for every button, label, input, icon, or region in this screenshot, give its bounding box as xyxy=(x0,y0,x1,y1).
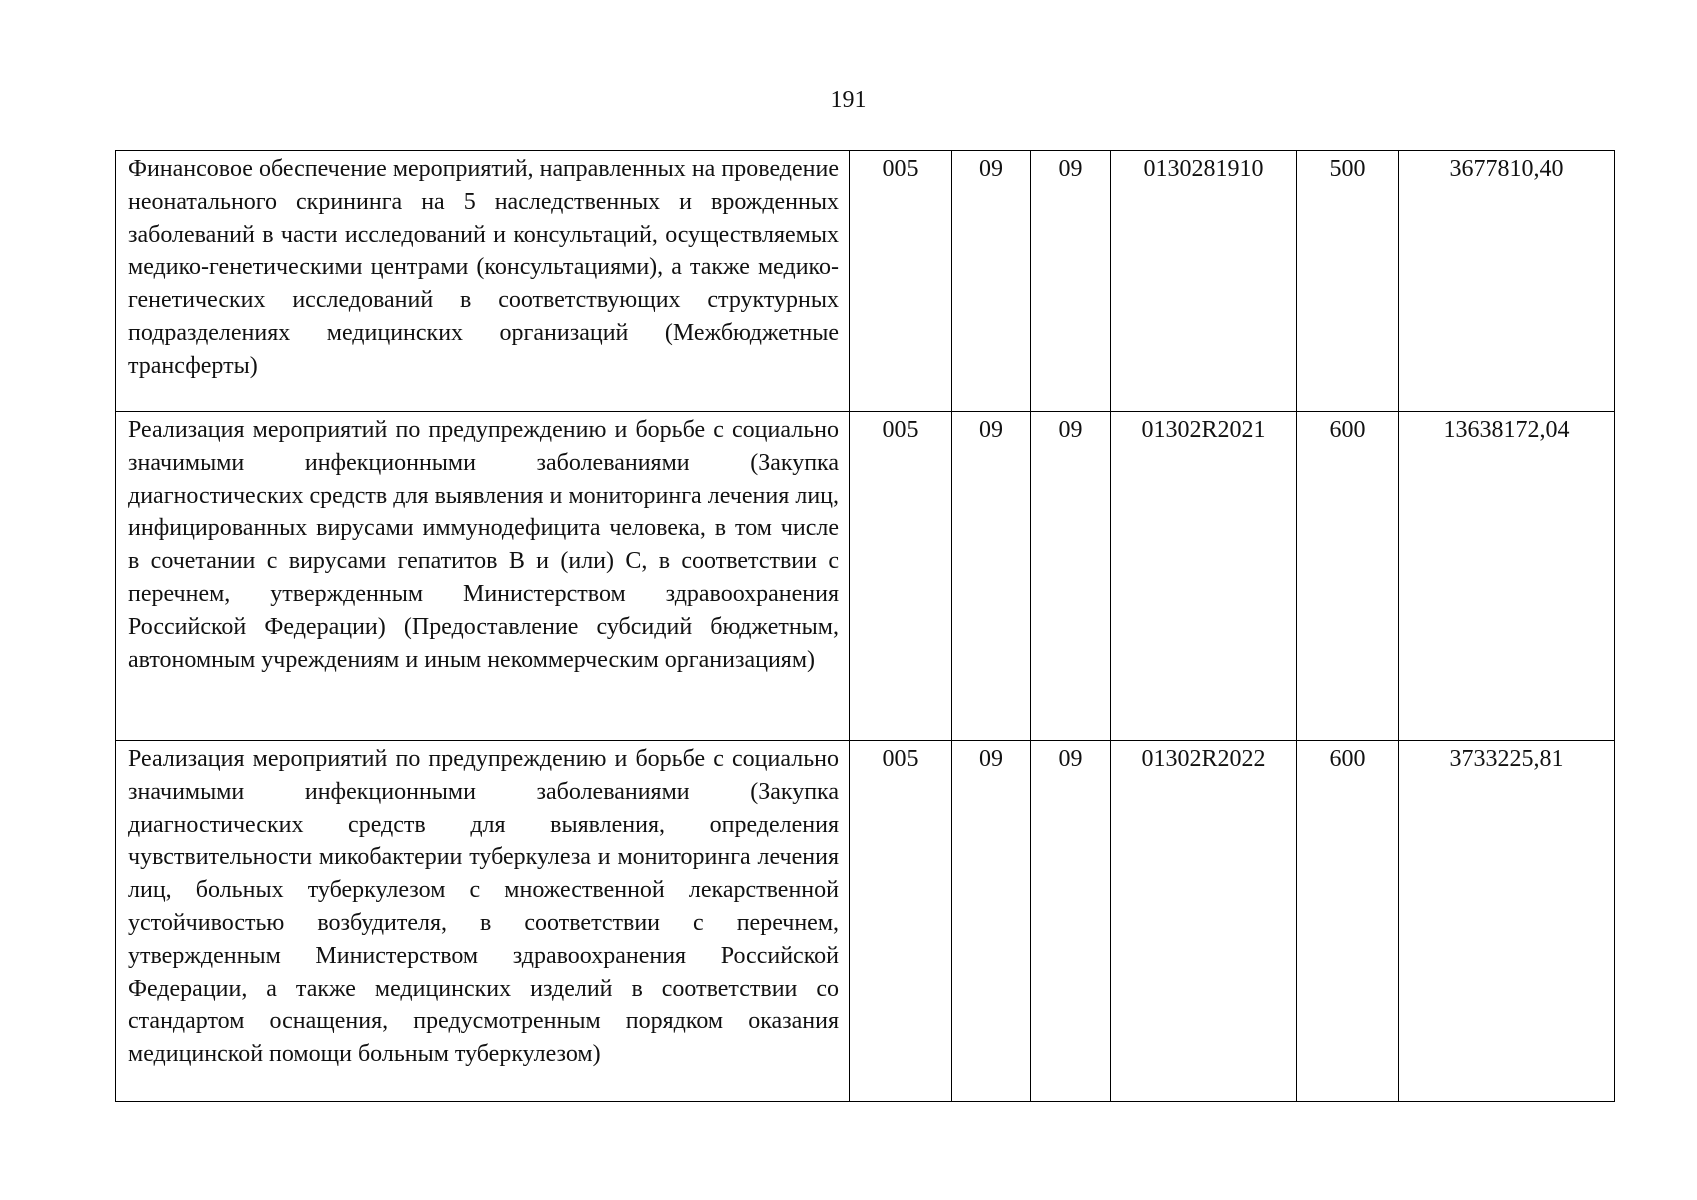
row-target-article-code: 0130281910 xyxy=(1111,151,1297,412)
row-expense-type-code: 600 xyxy=(1297,412,1399,741)
row-description: Реализация мероприятий по предупреждению и борьбе с социально значимыми инфекционными заболеваниями (Закупка диагностических средств для выявления и мониторинга лечения лиц, инфицированных вирусами иммунодефицита человека, в том числе в сочетании с вирусами гепатитов B и (или) C, в соответствии с перечнем, утвержденным Министерством здравоохранения Российской Федерации) (Предоставление субсидий бюджетным, автономным учреждениям и иным некоммерческим организациям) xyxy=(116,412,850,741)
row-description: Финансовое обеспечение мероприятий, направленных на проведение неонатального скрининга на 5 наследственных и врожденных заболеваний в части исследований и консультаций, осуществляемых медико-генетическими центрами (консультациями), а также медико-генетических исследований в соответствующих структурных подразделениях медицинских организаций (Межбюджетные трансферты) xyxy=(116,151,850,412)
row-description: Реализация мероприятий по предупреждению и борьбе с социально значимыми инфекционными заболеваниями (Закупка диагностических средств для выявления, определения чувствительности микобактерии туберкулеза и мониторинга лечения лиц, больных туберкулезом с множественной лекарственной устойчивостью возбудителя, в соответствии с перечнем, утвержденным Министерством здравоохранения Российской Федерации, а также медицинских изделий в соответствии со стандартом оснащения, предусмотренным порядком оказания медицинской помощи больным туберкулезом) xyxy=(116,741,850,1102)
row-target-article-code: 01302R2022 xyxy=(1111,741,1297,1102)
row-grbs-code: 005 xyxy=(850,741,952,1102)
table-row xyxy=(116,741,1615,1102)
row-subsection-code: 09 xyxy=(1031,151,1111,412)
row-grbs-code: 005 xyxy=(850,151,952,412)
table-row xyxy=(116,151,1615,412)
row-target-article-code: 01302R2021 xyxy=(1111,412,1297,741)
row-sum: 3733225,81 xyxy=(1399,741,1615,1102)
row-subsection-code: 09 xyxy=(1031,412,1111,741)
page-number: 191 xyxy=(830,87,867,113)
row-section-code: 09 xyxy=(952,741,1031,1102)
table-row xyxy=(116,412,1615,741)
row-sum: 13638172,04 xyxy=(1399,412,1615,741)
row-expense-type-code: 500 xyxy=(1297,151,1399,412)
row-expense-type-code: 600 xyxy=(1297,741,1399,1102)
row-sum: 3677810,40 xyxy=(1399,151,1615,412)
budget-table xyxy=(115,150,1615,1102)
row-section-code: 09 xyxy=(952,151,1031,412)
row-subsection-code: 09 xyxy=(1031,741,1111,1102)
row-section-code: 09 xyxy=(952,412,1031,741)
row-grbs-code: 005 xyxy=(850,412,952,741)
